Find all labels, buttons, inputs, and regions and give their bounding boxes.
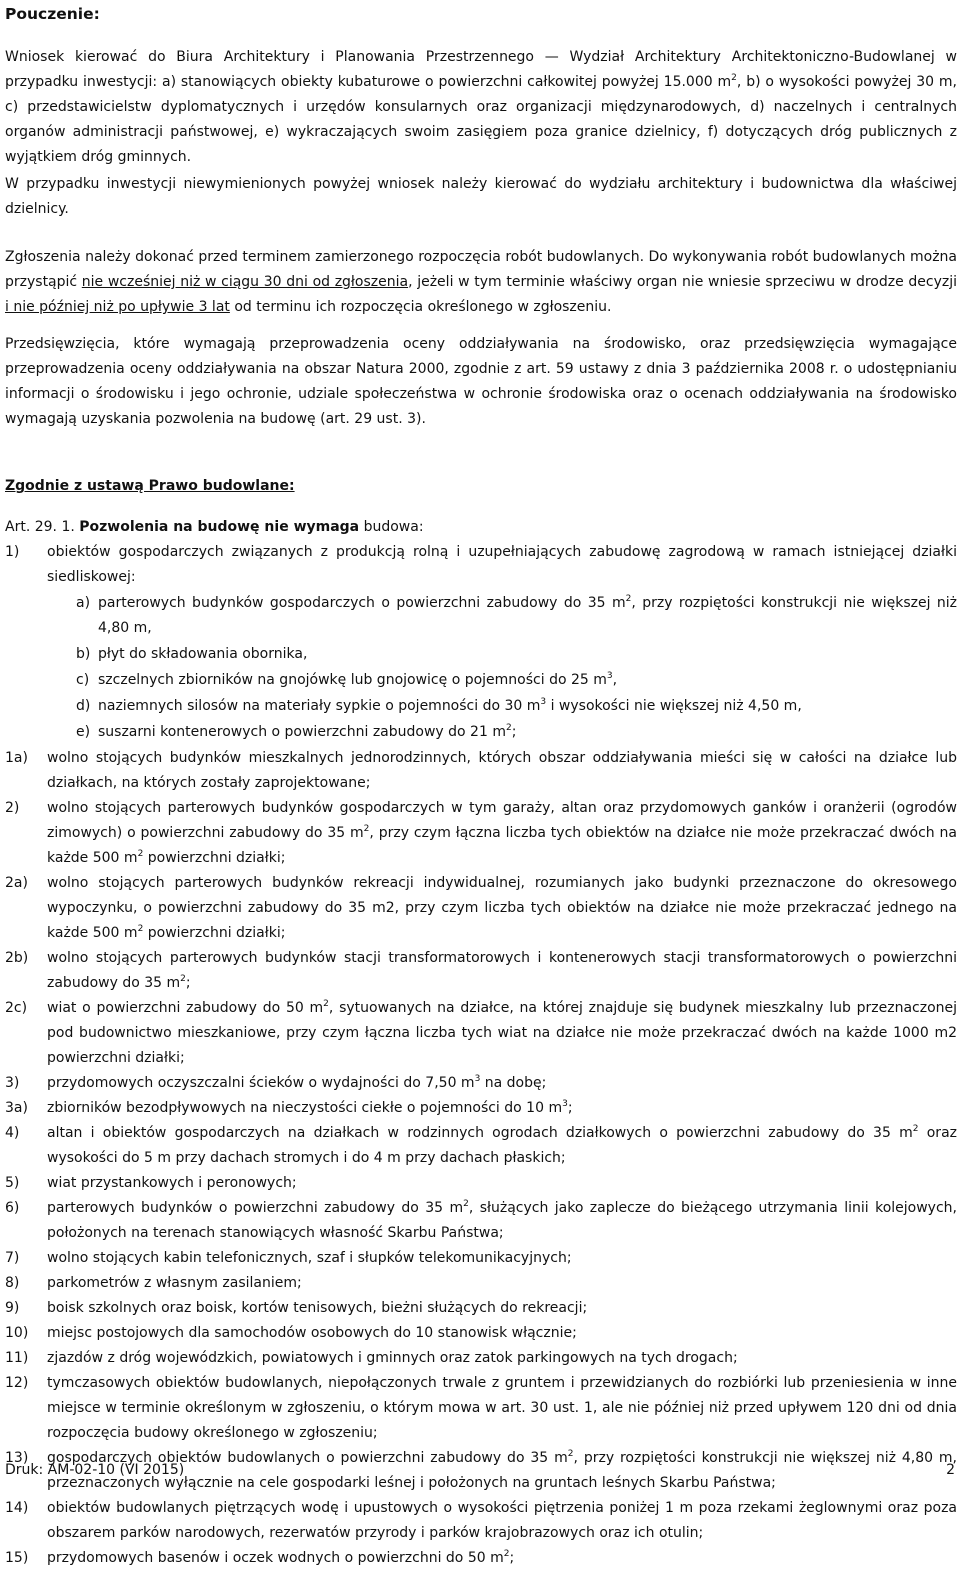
- list-item: [5, 1196, 957, 1246]
- list-item: [5, 746, 957, 796]
- law-heading: Zgodnie z ustawą Prawo budowlane:: [5, 478, 295, 494]
- superscript: 2: [363, 824, 370, 834]
- list-item: [5, 1546, 957, 1571]
- item-text: tymczasowych obiektów budowlanych, niepołączonych trwale z gruntem i przewidzianych do rozbiórki lub przeniesienia w inne miejsce w terminie określonym w zgłoszeniu, o którym mowa w art. 30 ust. 1, ale nie później niż przed upływem 120 dni od dnia rozpoczęcia budowy określonego w zgłoszeniu;: [47, 1375, 957, 1441]
- item-text: wolno stojących parterowych budynków gospodarczych w tym garaży, altan oraz przydomowych ganków i oranżerii (ogrodów zimowych) o powierzchni zabudowy do 35 m: [47, 800, 957, 841]
- text-run: Art. 29. 1.: [5, 519, 80, 535]
- item-number: 14): [5, 1500, 29, 1516]
- text-run: Wniosek kierować do Biura Architektury i Planowania Przestrzennego — Wydział Architektury Architektoniczno-Budowlanej w przypadku inwestycji: a) stanowiących obiekty kubaturowe o powierzchni całkowitej powyżej 15.000 m: [5, 49, 957, 90]
- item-number: 3): [5, 1075, 20, 1091]
- item-number: 4): [5, 1125, 20, 1141]
- item-text: zbiorników bezodpływowych na nieczystości ciekłe o pojemności do 10 m: [47, 1100, 563, 1116]
- item-text: boisk szkolnych oraz boisk, kortów tenisowych, bieżni służących do rekreacji;: [47, 1300, 588, 1316]
- list-item: [5, 1296, 957, 1321]
- superscript: 2: [503, 1549, 510, 1559]
- item-number: c): [76, 672, 90, 688]
- item-number: 5): [5, 1175, 20, 1191]
- underlined-text: i nie później niż po upływie 3 lat: [5, 299, 230, 315]
- item-number: 1): [5, 544, 20, 560]
- superscript: 2: [505, 723, 512, 733]
- item-number: e): [76, 724, 91, 740]
- text-run: Zgłoszenia należy dokonać przed terminem zamierzonego rozpoczęcia robót budowlanych. Do wykonywania robót budowlanych można przystąpić: [5, 249, 957, 290]
- item-number: 1a): [5, 750, 28, 766]
- item-number: 2a): [5, 875, 28, 891]
- item-text: ;: [511, 724, 517, 740]
- item-number: 8): [5, 1275, 20, 1291]
- item-number: 6): [5, 1200, 20, 1216]
- item-text: , sytuowanych na działce, na której znajduje się budynek mieszkalny lub przeznaczonej pod budownictwo mieszkaniowe, przy czym łączna liczba tych wiat na działce nie może przekraczać dwóch na każde 1000 m2 powierzchni działki;: [47, 1000, 958, 1066]
- item-number: a): [76, 595, 91, 611]
- list-item: [5, 871, 957, 946]
- list-item: [5, 796, 957, 871]
- article-items-list: [5, 540, 957, 1571]
- item-number: 7): [5, 1250, 20, 1266]
- item-number: 15): [5, 1550, 29, 1566]
- item-number: 13): [5, 1450, 29, 1466]
- list-item: [5, 1071, 957, 1096]
- list-item: [5, 1346, 957, 1371]
- paragraph-other-investments: W przypadku inwestycji niewymienionych powyżej wniosek należy kierować do wydziału architektury i budownictwa dla właściwej dzielnicy.: [5, 176, 957, 217]
- superscript: 2: [912, 1124, 919, 1134]
- item-text: wiat o powierzchni zabudowy do 50 m: [47, 1000, 324, 1016]
- paragraph-notification: [5, 245, 957, 320]
- superscript: 2: [625, 594, 632, 604]
- item-text: naziemnych silosów na materiały sypkie o pojemności do 30 m: [98, 698, 541, 714]
- item-text: szczelnych zbiorników na gnojówkę lub gnojowicę o pojemności do 25 m: [98, 672, 607, 688]
- item-text: , służących jako zaplecze do bieżącego utrzymania linii kolejowych, położonych na terenach stanowiących własność Skarbu Państwa;: [47, 1200, 957, 1241]
- item-text: obiektów budowlanych piętrzących wodę i upustowych o wysokości piętrzenia poniżej 1 m poza rzekami żeglownymi oraz poza obszarem parków narodowych, rezerwatów przyrody i parków krajobrazowych oraz ich otulin;: [47, 1500, 957, 1541]
- list-item: [5, 996, 957, 1071]
- item-text: na dobę;: [480, 1075, 547, 1091]
- list-item: [5, 1121, 957, 1171]
- sub-list-item: [5, 642, 957, 667]
- document-page: [5, 0, 957, 1571]
- superscript: 2: [137, 849, 144, 859]
- item-text: , przy czym łączna liczba tych obiektów na działce nie może przekraczać dwóch na każde 500 m: [47, 825, 957, 866]
- item-text: wolno stojących budynków mieszkalnych jednorodzinnych, których obszar oddziaływania mieści się w całości na działce lub działkach, na których zostały zaprojektowane;: [47, 750, 957, 791]
- item-text: miejsc postojowych dla samochodów osobowych do 10 stanowisk włącznie;: [47, 1325, 577, 1341]
- item-text: wolno stojących parterowych budynków rekreacji indywidualnej, rozumianych jako budynki przeznaczone do okresowego wypoczynku, o powierzchni zabudowy do 35 m2, przy czym liczba tych obiektów na działce nie może przekraczać jednego na każde 500 m: [47, 875, 957, 941]
- page-number: 2: [946, 1462, 955, 1478]
- item-text: ;: [185, 975, 191, 991]
- list-item: [5, 1496, 957, 1546]
- superscript: 2: [137, 924, 144, 934]
- item-number: 9): [5, 1300, 20, 1316]
- item-text: wolno stojących parterowych budynków stacji transformatorowych i kontenerowych stacji transformatorowych o powierzchni zabudowy do 35 m: [47, 950, 957, 991]
- superscript: 2: [463, 1199, 469, 1209]
- item-number: 2c): [5, 1000, 28, 1016]
- paragraph-environmental: Przedsięwzięcia, które wymagają przeprowadzenia oceny oddziaływania na środowisko, oraz przedsięwzięcia wymagające przeprowadzenia oceny oddziaływania na obszar Natura 2000, zgodnie z art. 59 ustawy z dnia 3 października 2008 r. o udostępnianiu informacji o środowisku i jego ochronie, udziale społeczeństwa w ochronie środowiska oraz o ocenach oddziaływania na środowisko wymagają uzyskania pozwolenia na budowę (art. 29 ust. 3).: [5, 336, 957, 427]
- superscript: 2: [731, 73, 737, 83]
- item-number: b): [76, 646, 91, 662]
- item-text: wolno stojących kabin telefonicznych, szaf i słupków telekomunikacyjnych;: [47, 1250, 572, 1266]
- text-run: , b) o wysokości powyżej 30 m, c) przedstawicielstw dyplomatycznych i urzędów konsularnych oraz organizacji międzynarodowych, d) naczelnych i centralnych organów administracji państwowej, e) wykraczających swoim zasięgiem poza granice dzielnicy, f) dotyczących dróg publicznych z wyjątkiem dróg gminnych.: [5, 74, 958, 165]
- item-text: powierzchni działki;: [143, 925, 286, 941]
- item-number: d): [76, 698, 91, 714]
- item-text: ;: [567, 1100, 573, 1116]
- list-item: [5, 1096, 957, 1121]
- article-intro: [5, 515, 957, 540]
- list-item: [5, 946, 957, 996]
- item-text: zjazdów z dróg wojewódzkich, powiatowych i gminnych oraz zatok parkingowych na tych drogach;: [47, 1350, 738, 1366]
- item-text: przydomowych oczyszczalni ścieków o wydajności do 7,50 m: [47, 1075, 475, 1091]
- sub-list-item: [5, 694, 957, 719]
- item-text: przydomowych basenów i oczek wodnych o powierzchni do 50 m: [47, 1550, 504, 1566]
- underlined-text: nie wcześniej niż w ciągu 30 dni od zgłoszenia: [81, 274, 409, 290]
- item-text: obiektów gospodarczych związanych z produkcją rolną i uzupełniających zabudowę zagrodową w ramach istniejącej działki siedliskowej:: [47, 544, 957, 585]
- item-text: wiat przystankowych i peronowych;: [47, 1175, 297, 1191]
- list-item: [5, 1321, 957, 1346]
- item-number: 11): [5, 1350, 29, 1366]
- item-text: i wysokości nie większej niż 4,50 m,: [546, 698, 802, 714]
- item-text: , przy rozpiętości konstrukcji nie większej niż 4,80 m, przeznaczonych wyłącznie na cele gospodarki leśnej i położonych na gruntach leśnych Skarbu Państwa;: [47, 1450, 958, 1491]
- sub-list-item: [5, 720, 957, 745]
- text-run: budowa:: [359, 519, 424, 535]
- item-text: powierzchni działki;: [143, 850, 286, 866]
- superscript: 3: [474, 1074, 481, 1084]
- item-number: 2b): [5, 950, 29, 966]
- item-number: 12): [5, 1375, 29, 1391]
- list-item: [5, 1371, 957, 1446]
- superscript: 2: [180, 974, 186, 984]
- list-item: [5, 1171, 957, 1196]
- list-item: [5, 1271, 957, 1296]
- sub-list: [5, 591, 957, 745]
- list-item: [5, 1246, 957, 1271]
- bold-text: Pozwolenia na budowę nie wymaga: [79, 519, 360, 535]
- item-number: 2): [5, 800, 20, 816]
- item-text: , przy rozpiętości konstrukcji nie większej niż 4,80 m,: [98, 595, 957, 636]
- superscript: 3: [606, 671, 613, 681]
- item-text: ;: [509, 1550, 515, 1566]
- page-heading: Pouczenie:: [5, 5, 100, 23]
- item-number: 3a): [5, 1100, 28, 1116]
- item-text: płyt do składowania obornika,: [98, 646, 308, 662]
- superscript: 3: [540, 697, 547, 707]
- item-text: ,: [612, 672, 618, 688]
- sub-list-item: [5, 668, 957, 693]
- item-number: 10): [5, 1325, 29, 1341]
- item-text: gospodarczych obiektów budowlanych o powierzchni zabudowy do 35 m: [47, 1450, 568, 1466]
- superscript: 3: [562, 1099, 568, 1109]
- item-text: suszarni kontenerowych o powierzchni zabudowy do 21 m: [98, 724, 506, 740]
- text-run: , jeżeli w tym terminie właściwy organ nie wniesie sprzeciwu w drodze decyzji: [408, 274, 957, 290]
- text-run: od terminu ich rozpoczęcia określonego w zgłoszeniu.: [229, 299, 612, 315]
- superscript: 2: [567, 1449, 574, 1459]
- item-text: oraz wysokości do 5 m przy dachach stromych i do 4 m przy dachach płaskich;: [47, 1125, 957, 1166]
- item-text: parterowych budynków gospodarczych o powierzchni zabudowy do 35 m: [98, 595, 626, 611]
- paragraph-instructions: [5, 45, 957, 170]
- sub-list-item: [5, 591, 957, 641]
- list-item: [5, 540, 957, 745]
- item-text: parterowych budynków o powierzchni zabudowy do 35 m: [47, 1200, 464, 1216]
- superscript: 2: [323, 999, 329, 1009]
- item-text: parkometrów z własnym zasilaniem;: [47, 1275, 302, 1291]
- form-code: Druk: AM-02-10 (VI 2015): [5, 1462, 185, 1478]
- item-text: altan i obiektów gospodarczych na działkach w rodzinnych ogrodach działkowych o powierzchni zabudowy do 35 m: [47, 1125, 913, 1141]
